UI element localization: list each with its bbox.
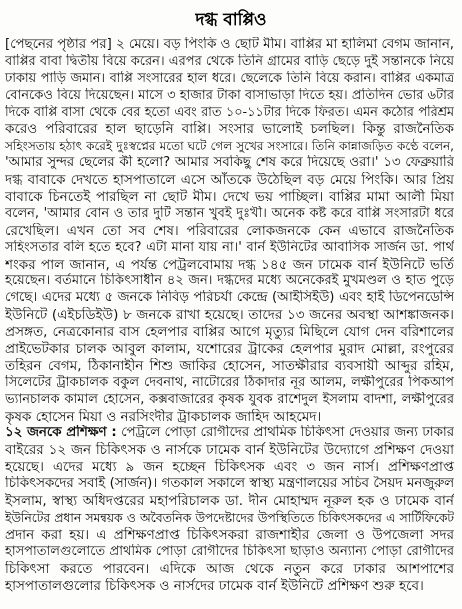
line-text: করেও পরিবারের হাল ছাড়েনি বাপ্পি। সংসার ভালোই চলছিল। কিন্তু রাজনৈতিক (5, 121, 454, 138)
text-line (5, 561, 454, 578)
text-line (5, 88, 454, 105)
text-line (5, 324, 454, 341)
line-text: প্রাইভেটকার চালক আবুল কালাম, যশোরের ট্রাকের হেলপার মুরাদ মোল্লা, রংপুরের (5, 341, 454, 358)
text-line (5, 409, 454, 426)
line-text: ইউনিটের প্রধান সমন্বয়ক ও অবৈতনিক উপদেষ্টাদের উপস্থিতিতে চিকিৎসকদের এ সার্টিফিকেট (5, 510, 454, 525)
text-line (5, 155, 454, 172)
text-line (5, 121, 454, 138)
text-line (5, 493, 454, 510)
line-text: হাসপাতালগুলোতে প্রাথমিক পোড়া রোগীদের চিকিৎসা ছাড়াও অন্যান্য পোড়া রোগীদের (5, 543, 454, 559)
line-text: বাবাকে চিনতেই পারছিল না ছোট মীম। দেখে ভয় পাচ্ছিল। বাপ্পির মামা আলী মিয়া (5, 189, 454, 206)
line-text: প্রদান করা হয়। এ প্রশিক্ষণপ্রাপ্ত চিকিৎসকরা রাজশাহীর জেলা ও উপজেলা সদর (5, 526, 454, 543)
text-line (5, 54, 454, 71)
line-text: বোনকেও বিয়ে দিয়েছেন। মাসে ৩ হাজার টাকা বাসাভাড়া দিতে হয়। প্রতিদিন ভোর ৬টার (5, 87, 454, 103)
text-line (5, 273, 454, 290)
text-line (5, 544, 454, 561)
line-text: রেখেছিল। এখন তো সব শেষ। পরিবারের লোকজনকে কেন এভাবে রাজনৈতিক (5, 222, 454, 239)
article-body (5, 37, 454, 594)
line-text: সহিংসতার বলি হতে হবে? এটা মানা যায় না।' বার্ন ইউনিটের আবাসিক সার্জন ডা. পার্থ (5, 239, 454, 255)
text-line (5, 71, 454, 88)
line-text: ২ মেয়ে। বড় পিংকি ও ছোট মীম। বাপ্পির মা হালিমা বেগম জানান, (115, 37, 454, 52)
line-text: ইসলাম, স্বাস্থ্য অধিদপ্তরের মহাপরিচালক ডা. দীন মোহাম্মদ নূরুল হক ও ঢামেক বার্ন (5, 493, 454, 510)
line-text: 'আমার সুন্দর ছেলের কী হলো? আমার সবকিছু শেষ করে দিয়েছে ওরা।' ১৩ ফেব্রুয়ারি (5, 155, 454, 171)
text-line (5, 442, 454, 459)
line-text: কৃষক হোসেন মিয়া ও নরসিংদীর ট্রাকচালক জাহিদ আহমেদ। (5, 408, 322, 425)
line-text: পেট্রলে পোড়া রোগীদের প্রাথমিক চিকিৎসা দেওয়ার জন্য ঢাকার (121, 425, 454, 441)
continuation-label: [পেছনের পৃষ্ঠার পর] (5, 37, 112, 52)
section-subheading: ১২ জনকে প্রশিক্ষণ : (5, 425, 117, 441)
line-text: ঢাকায় পাড়ি জমান। বাপ্পি সংসারের হাল ধরে। ছেলেকে তিনি বিয়ে করান। বাপ্পির একমাত্র (5, 70, 454, 86)
text-line (5, 510, 454, 527)
text-line (5, 459, 454, 476)
text-line (5, 425, 454, 442)
text-line (5, 578, 454, 595)
text-line (5, 476, 454, 493)
line-text: প্রসঙ্গত, নেত্রকোনার বাস হেলপার বাপ্পির আগে মৃত্যুর মিছিলে যোগ দেন বরিশালের (5, 324, 454, 341)
text-line (5, 105, 454, 122)
text-line (5, 189, 454, 206)
article-headline: দগ্ধ বাপ্পিও (195, 10, 267, 30)
text-line (5, 290, 454, 307)
text-line (5, 307, 454, 324)
line-text: শংকর পাল জানান, এ পর্যন্ত পেট্রলবোমায় দগ্ধ ১৪৫ জন ঢামেক বার্ন ইউনিটে ভর্তি (5, 256, 454, 273)
line-text: গেছে। এদের মধ্যে ৫ জনকে নিবিড় পরিচর্যা কেন্দ্রে (আইসিইউ) এবং হাই ডিপেনডেন্সি (5, 290, 454, 306)
text-line (5, 206, 454, 223)
text-line (5, 37, 454, 54)
text-line (5, 223, 454, 240)
text-line (5, 240, 454, 257)
line-text: ভ্যানচালক কামাল হোসেন, কক্সবাজারের কৃষক যুবক রাশেদুল ইসলাম বাদশা, লক্ষীপুরের (5, 391, 454, 407)
text-line (5, 375, 454, 392)
line-text: সহিংসতায় হঠাৎ করেই দুঃস্বপ্নের মতো ঘটে গেল সুখের সংসারে। তিনি কান্নাজড়িত কণ্ঠে বলেন, (5, 139, 454, 154)
text-line (5, 341, 454, 358)
line-text: দিকে বাপ্পি বাসা থেকে বের হতো এবং রাত ১০-১১টার দিকে ফিরত। এমন কঠোর পরিশ্রম (5, 104, 454, 120)
line-text: বাপ্পির বাবা দ্বিতীয় বিয়ে করেন। এরপর থেকে তিনি গ্রামের বাড়ি ছেড়ে দুই সন্তানকে নিয়ে (5, 53, 454, 69)
line-text: হাসপাতালগুলোর চিকিৎসক ও নার্সদের ঢামেক বার্ন ইউনিটে প্রশিক্ষণ শুরু হবে। (5, 577, 424, 594)
line-text: হয়েছে। এদের মধ্যে ৯ জন হচ্ছেন চিকিৎসক এবং ৩ জন নার্স। প্রশিক্ষণপ্রাপ্ত (5, 459, 454, 476)
line-text: চিকিৎসকদের সবাই (সার্জন)। গতকাল সকালে স্বাস্থ্য মন্ত্রণালয়ের সচিব সৈয়দ মনজুরুল (5, 476, 454, 492)
line-text: সিলেটের ট্রাকচালক বকুল দেবনাথ, নাটোরের ঠিকাদার নূর আলম, লক্ষীপুরের পিকআপ (5, 374, 454, 390)
line-text: তহিরন বেগম, ঠিকানাহীন শিশু জাকির হোসেন, সাতক্ষীরার ব্যবসায়ী আব্দুর রহিম, (5, 357, 454, 374)
line-text: ইউনিটে (এইচডিইউ) ৮ জনকে রাখা হয়েছে। তাদের ১৩ জনের অবস্থা আশঙ্কাজনক। (5, 307, 454, 324)
text-line (5, 172, 454, 189)
text-line (5, 257, 454, 274)
line-text: হয়েছেন। বর্তমানে চিকিৎসাধীন ৪২ জন। দগ্ধদের মধ্যে অনেকেরই মুখমণ্ডল ও হাত পুড়ে (5, 273, 454, 289)
text-line (5, 527, 454, 544)
text-line (5, 138, 454, 155)
line-text: দগ্ধ বাবাকে দেখতে হাসপাতালে এসে আঁতকে উঠেছিল বড় মেয়ে পিংকি। আর প্রিয় (5, 172, 454, 189)
line-text: চিকিৎসা করতে পারবেন। এদিকে আজ থেকে নতুন করে ঢাকার আশপাশের (5, 560, 454, 577)
line-text: বলেন, 'আমার বোন ও তার দুটি সন্তান খুবই দুঃখী। অনেক কষ্ট করে বাপ্পি সংসারটা ধরে (5, 205, 454, 221)
line-text: বাইরের ১২ জন চিকিৎসক ও নার্সকে ঢামেক বার্ন ইউনিটের উদ্যোগে প্রশিক্ষণ দেওয়া (5, 442, 454, 459)
text-line (5, 358, 454, 375)
text-line (5, 392, 454, 409)
